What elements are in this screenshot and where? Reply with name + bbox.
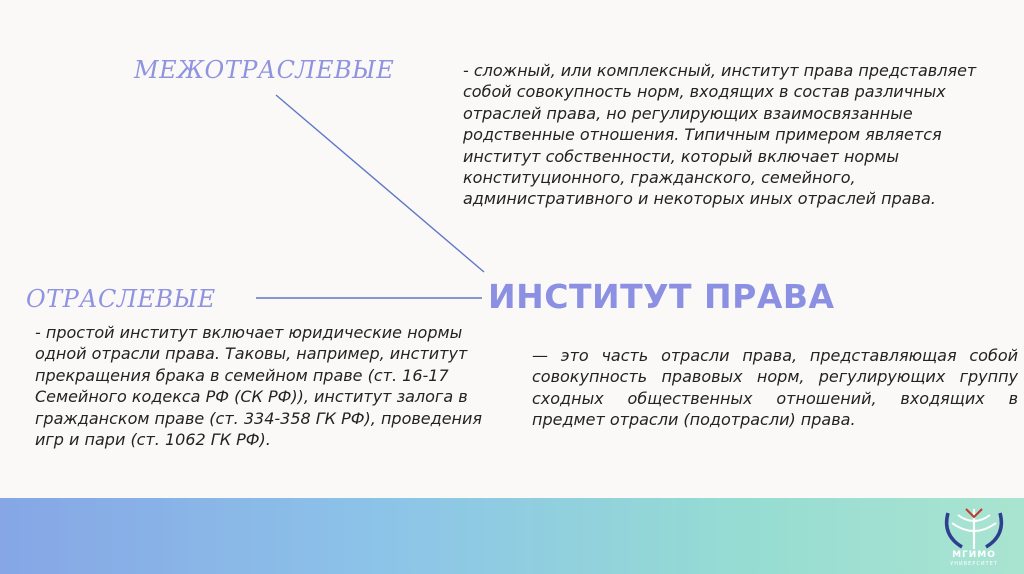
mgimo-logo	[936, 505, 1012, 569]
connector-interbranch-line	[276, 95, 484, 272]
logo-subtitle: УНИВЕРСИТЕТ	[950, 561, 998, 567]
heading-interbranch: МЕЖОТРАСЛЕВЫЕ	[134, 56, 395, 84]
interbranch-description: - сложный, или комплексный, институт права представляет собой совокупность норм, входящих в состав различных отраслей права, но регулирующих взаимосвязанные родственные отношения. Типичным примером является институт собственности, который включает нормы конституционного, гражданского, семейного, административного и некоторых иных отраслей права.	[463, 61, 977, 209]
mgimo-emblem-icon	[936, 505, 1012, 551]
bottom-gradient-band	[0, 498, 1024, 574]
heading-institute-of-law: ИНСТИТУТ ПРАВА	[488, 277, 835, 316]
institute-definition: — это часть отрасли права, представляющая собой совокупность правовых норм, регулирующих группу сходных общественных отношений, входящих в предмет отрасли (подотрасли) права.	[532, 346, 1018, 430]
logo-name: МГИМО	[952, 550, 996, 560]
heading-branch: ОТРАСЛЕВЫЕ	[26, 285, 216, 313]
branch-description: - простой институт включает юридические нормы одной отрасли права. Таковы, например, институт прекращения брака в семейном праве (ст. 16-17 Семейного кодекса РФ (СК РФ)), институт залога в гражданском праве (ст. 334-358 ГК РФ), проведения игр и пари (ст. 1062 ГК РФ).	[35, 323, 483, 450]
